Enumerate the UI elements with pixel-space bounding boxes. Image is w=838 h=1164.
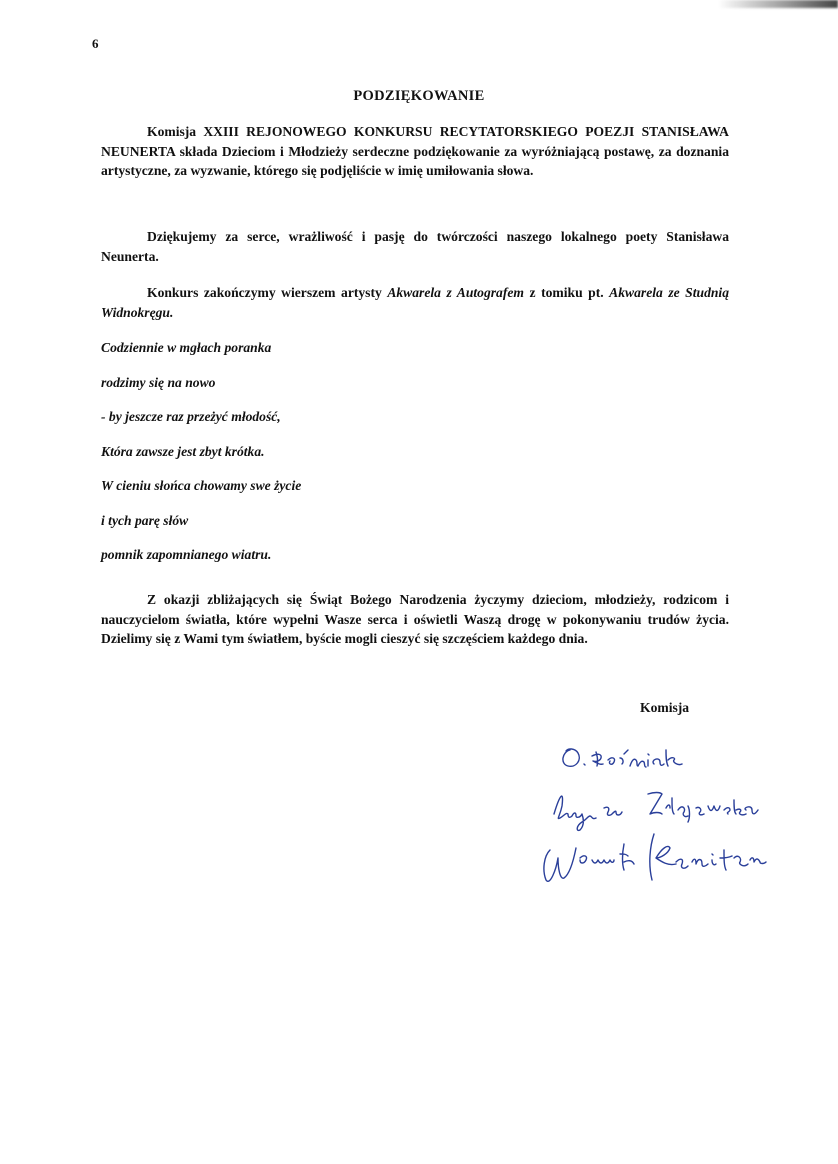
poem (101, 338, 301, 580)
document-title: PODZIĘKOWANIE (353, 88, 485, 104)
page-number: 6 (92, 36, 99, 51)
paragraph-thanks: Komisja XXIII REJONOWEGO KONKURSU RECYTATORSKIEGO POEZJI STANISŁAWA NEUNERTA składa Dzieciom i Młodzieży serdeczne podziękowanie za wyróżniającą postawę, za doznania artystyczne, za wyzwanie, którego się podjęliście w imię umiłowania słowa. (101, 124, 729, 178)
poem-line: i tych parę słów (101, 512, 189, 528)
book-title: Akwarela ze Studnią Widnokręgu. (101, 285, 729, 320)
paragraph-christmas-wishes: Z okazji zbliżających się Świąt Bożego Narodzenia życzymy dzieciom, młodzieży, rodzicom i nauczycielom światła, które wypełni Wasze serca i oświetli Waszą drogę w pokonywaniu trudów życia. Dzielimy się z Wami tym światłem, byście mogli cieszyć się szczęściem każdego dnia. (101, 592, 729, 646)
poem-line: Która zawsze jest zbyt krótka. (101, 443, 265, 459)
signature-1 (563, 749, 682, 767)
poem-line: W cieniu słońca chowamy swe życie (101, 478, 302, 493)
poem-line: Codziennie w mgłach poranka (101, 340, 272, 355)
poem-line: - by jeszcze raz przeżyć młodość, (101, 409, 281, 424)
scan-edge-artifact (718, 0, 838, 8)
poem-line: rodzimy się na nowo (101, 374, 216, 390)
closing-signoff: Komisja (640, 700, 690, 715)
signature-2 (554, 793, 758, 831)
paragraph-gratitude: Dziękujemy za serce, wrażliwość i pasję do twórczości naszego lokalnego poety Stanisława Neunerta. (101, 229, 729, 264)
signature-3 (544, 834, 766, 881)
poem-title: Akwarela z Autografem (387, 285, 524, 300)
poem-line: pomnik zapomnianego wiatru. (101, 547, 272, 562)
intro-middle: z tomiku pt. (524, 285, 610, 300)
paragraph-poem-intro (101, 283, 729, 322)
intro-lead: Konkurs zakończymy wierszem artysty (147, 285, 388, 300)
handwritten-signatures (520, 730, 830, 890)
